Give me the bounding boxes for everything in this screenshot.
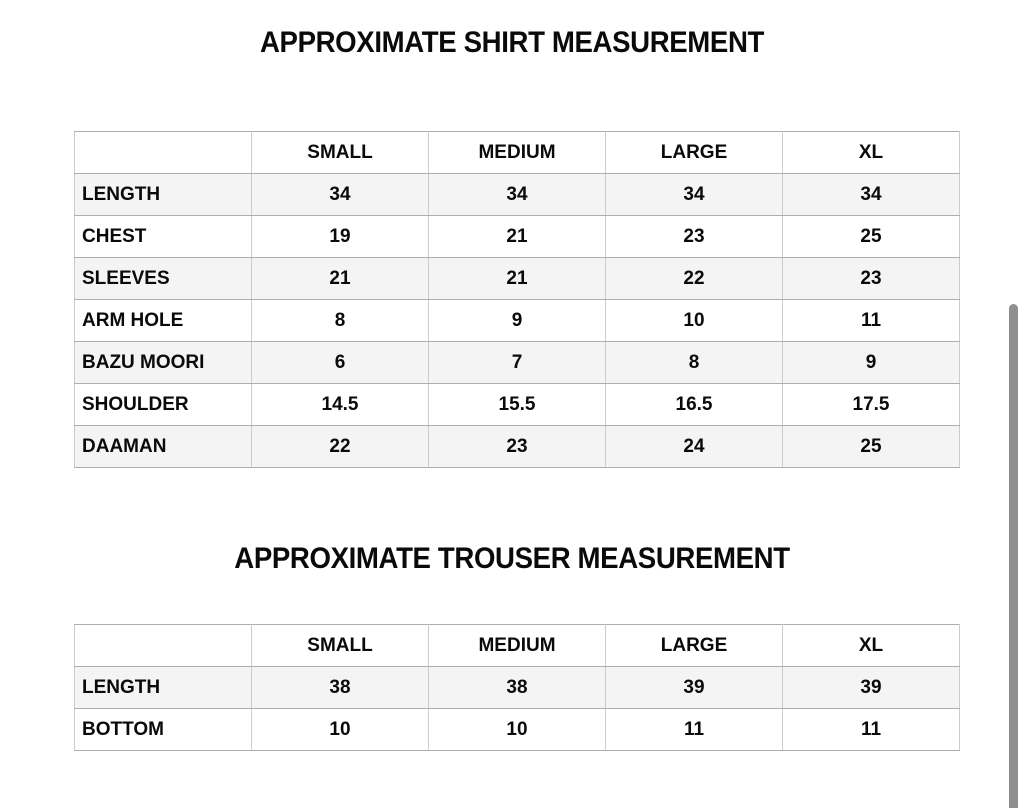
row-label: LENGTH bbox=[75, 667, 252, 709]
measurement-value: 14.5 bbox=[252, 384, 429, 426]
measurement-value: 38 bbox=[429, 667, 606, 709]
trouser-measurement-title: APPROXIMATE TROUSER MEASUREMENT bbox=[234, 542, 790, 575]
header-row bbox=[75, 132, 960, 174]
measurement-value: 34 bbox=[429, 174, 606, 216]
table-row bbox=[75, 342, 960, 384]
measurement-value: 10 bbox=[252, 709, 429, 751]
corner-cell bbox=[75, 132, 252, 174]
size-column-header: SMALL bbox=[252, 132, 429, 174]
measurement-value: 38 bbox=[252, 667, 429, 709]
measurement-value: 25 bbox=[783, 426, 960, 468]
measurement-value: 21 bbox=[429, 216, 606, 258]
size-column-header: SMALL bbox=[252, 625, 429, 667]
shirt-measurement-title: APPROXIMATE SHIRT MEASUREMENT bbox=[259, 26, 765, 59]
measurement-value: 23 bbox=[783, 258, 960, 300]
size-column-header: MEDIUM bbox=[429, 625, 606, 667]
measurement-value: 24 bbox=[606, 426, 783, 468]
row-label: SLEEVES bbox=[75, 258, 252, 300]
size-column-header: MEDIUM bbox=[429, 132, 606, 174]
measurement-value: 21 bbox=[429, 258, 606, 300]
table-row bbox=[75, 216, 960, 258]
row-label: SHOULDER bbox=[75, 384, 252, 426]
measurement-value: 34 bbox=[783, 174, 960, 216]
measurement-value: 10 bbox=[606, 300, 783, 342]
measurement-value: 16.5 bbox=[606, 384, 783, 426]
table-row bbox=[75, 300, 960, 342]
vertical-scrollbar-thumb[interactable] bbox=[1009, 304, 1018, 808]
measurement-value: 25 bbox=[783, 216, 960, 258]
measurement-value: 23 bbox=[429, 426, 606, 468]
row-label: BOTTOM bbox=[75, 709, 252, 751]
measurement-value: 34 bbox=[252, 174, 429, 216]
measurement-value: 15.5 bbox=[429, 384, 606, 426]
size-column-header: LARGE bbox=[606, 132, 783, 174]
measurement-value: 21 bbox=[252, 258, 429, 300]
measurement-value: 22 bbox=[606, 258, 783, 300]
measurement-value: 11 bbox=[783, 300, 960, 342]
measurement-value: 17.5 bbox=[783, 384, 960, 426]
row-label: DAAMAN bbox=[75, 426, 252, 468]
measurement-value: 9 bbox=[429, 300, 606, 342]
table-row bbox=[75, 174, 960, 216]
measurement-value: 22 bbox=[252, 426, 429, 468]
size-column-header: LARGE bbox=[606, 625, 783, 667]
size-column-header: XL bbox=[783, 132, 960, 174]
measurement-value: 39 bbox=[783, 667, 960, 709]
trouser-measurement-table bbox=[74, 624, 960, 751]
measurement-value: 8 bbox=[252, 300, 429, 342]
row-label: BAZU MOORI bbox=[75, 342, 252, 384]
row-label: LENGTH bbox=[75, 174, 252, 216]
measurement-value: 34 bbox=[606, 174, 783, 216]
measurement-value: 23 bbox=[606, 216, 783, 258]
table-row bbox=[75, 384, 960, 426]
table-row bbox=[75, 667, 960, 709]
measurement-value: 8 bbox=[606, 342, 783, 384]
table-row bbox=[75, 709, 960, 751]
row-label: CHEST bbox=[75, 216, 252, 258]
measurement-value: 7 bbox=[429, 342, 606, 384]
measurement-value: 6 bbox=[252, 342, 429, 384]
size-column-header: XL bbox=[783, 625, 960, 667]
header-row bbox=[75, 625, 960, 667]
measurement-value: 19 bbox=[252, 216, 429, 258]
measurement-value: 11 bbox=[606, 709, 783, 751]
table-row bbox=[75, 426, 960, 468]
shirt-measurement-table bbox=[74, 131, 960, 468]
measurement-value: 10 bbox=[429, 709, 606, 751]
corner-cell bbox=[75, 625, 252, 667]
measurement-value: 11 bbox=[783, 709, 960, 751]
row-label: ARM HOLE bbox=[75, 300, 252, 342]
measurement-value: 9 bbox=[783, 342, 960, 384]
table-row bbox=[75, 258, 960, 300]
measurement-value: 39 bbox=[606, 667, 783, 709]
